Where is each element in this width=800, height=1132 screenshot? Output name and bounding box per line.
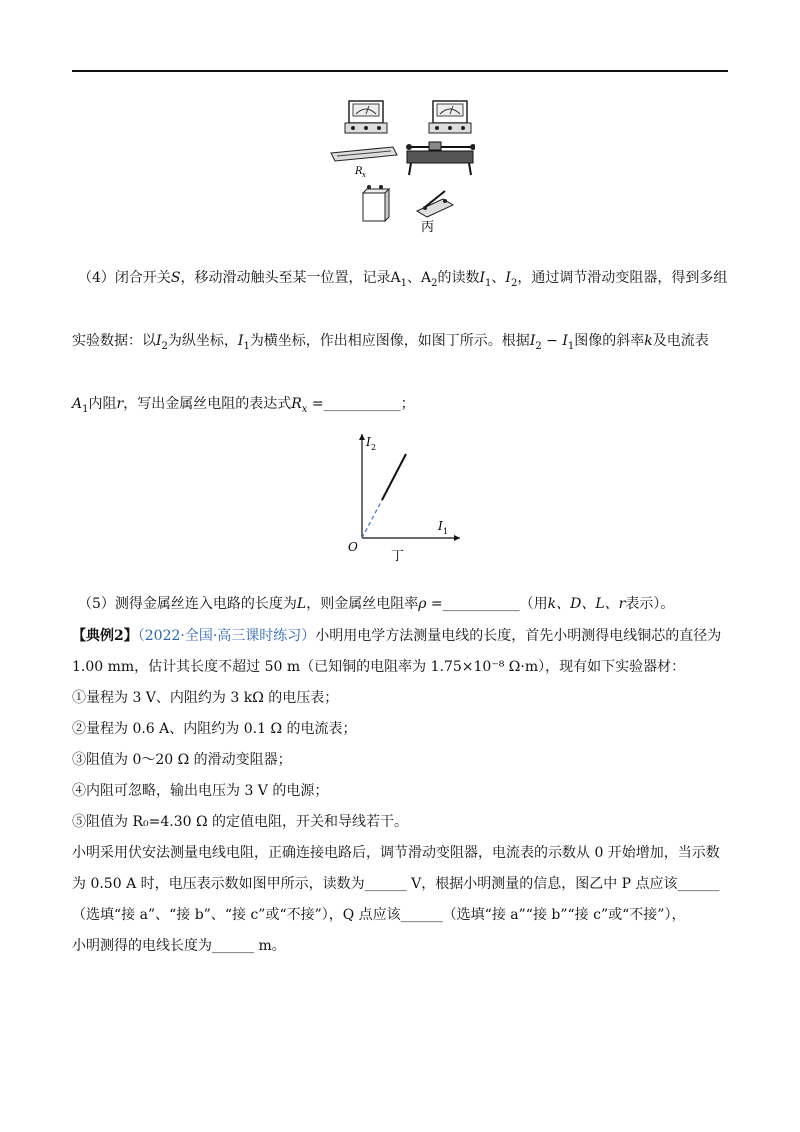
example2-line-4: 为 0.50 A 时，电压表示数如图甲所示，读数为______ V，根据小明测量的信息，图乙中 P 点应该______ (72, 876, 720, 892)
extrapolated-line (362, 500, 382, 538)
example2-line-2: 1.00 mm，估计其长度不超过 50 m（已知铜的电阻率为 1.75×10⁻⁸ Ω·m），现有如下实验器材： (72, 659, 686, 675)
example-source: （2022·全国·高三课时练习） (137, 628, 316, 644)
equipment-item-5: ⑤阻值为 R₀=4.30 Ω 的定值电阻，开关和导线若干。 (72, 814, 409, 830)
y-axis-label: I (366, 435, 371, 449)
equipment-item-4: ④内阻可忽略，输出电压为 3 V 的电源； (72, 783, 329, 799)
example2-line-6: 小明测得的电线长度为______ m。 (72, 938, 286, 954)
switch-icon (417, 191, 453, 217)
graph-ding (340, 428, 470, 578)
x-axis-label-sub: 1 (443, 527, 449, 536)
battery-icon (363, 185, 389, 221)
figure-caption-bing: 丙 (421, 220, 435, 235)
figure-caption-ding: 丁 (391, 549, 405, 564)
rx-label: R (355, 166, 363, 177)
rheostat-icon (406, 142, 475, 175)
data-line (382, 454, 406, 500)
answer-blank-rx[interactable]: ___________ (323, 396, 401, 412)
q4-line-1: （4）闭合开关S，移动滑动触头至某一位置，记录$A_1$、$A_2$的读数$I_1$、$I_2$，通过调节滑动变阻器，得到多组 (78, 270, 728, 289)
y-axis-label-sub: 2 (371, 443, 377, 452)
example2-line-3: 小明采用伏安法测量电线电阻，正确连接电路后，调节滑动变阻器，电流表的示数从 0 开始增加，当示数 (72, 845, 720, 861)
x-axis-label: I (438, 519, 443, 533)
example-tag: 【典例2】 (72, 628, 138, 644)
q4-line-2: 实验数据：以$I_2$为纵坐标，$I_1$为横坐标，作出相应图像，如图丁所示。根据$I_2 - I_1$图像的斜率k及电流表 (72, 333, 709, 352)
header-rule (72, 70, 728, 72)
apparatus-figure (325, 95, 475, 235)
y-axis-arrow-icon (359, 434, 365, 440)
resistor-rx-icon (331, 147, 397, 161)
equipment-item-3: ③阻值为 0～20 Ω 的滑动变阻器； (72, 752, 292, 768)
ammeter-a1-icon (345, 101, 387, 133)
example2-line-1: 【典例2】（2022·全国·高三课时练习）小明用电学方法测量电线的长度，首先小明测得电线铜芯的直径为 (72, 628, 722, 644)
q5-line: （5）测得金属丝连入电路的长度为L，则金属丝电阻率ρ =___________（用k、D、L、r表示）。 (78, 596, 675, 612)
ammeter-a2-icon (429, 101, 471, 133)
equipment-item-1: ①量程为 3 V、内阻约为 3 kΩ 的电压表； (72, 690, 339, 706)
rx-sub: x (362, 171, 366, 179)
origin-label: O (348, 540, 358, 554)
x-axis-arrow-icon (454, 535, 460, 541)
answer-blank-rho[interactable]: ___________ (442, 596, 520, 612)
example2-line-5: （选填“接 a”、“接 b”、“接 c”或“不接”），Q 点应该______（选填“接 a”“接 b”“接 c”或“不接”）， (72, 907, 686, 923)
q4-line-3: $A_1$内阻r，写出金属丝电阻的表达式$R_x$ =___________； (72, 396, 415, 415)
equipment-item-2: ②量程为 0.6 A、内阻约为 0.1 Ω 的电流表； (72, 721, 357, 737)
